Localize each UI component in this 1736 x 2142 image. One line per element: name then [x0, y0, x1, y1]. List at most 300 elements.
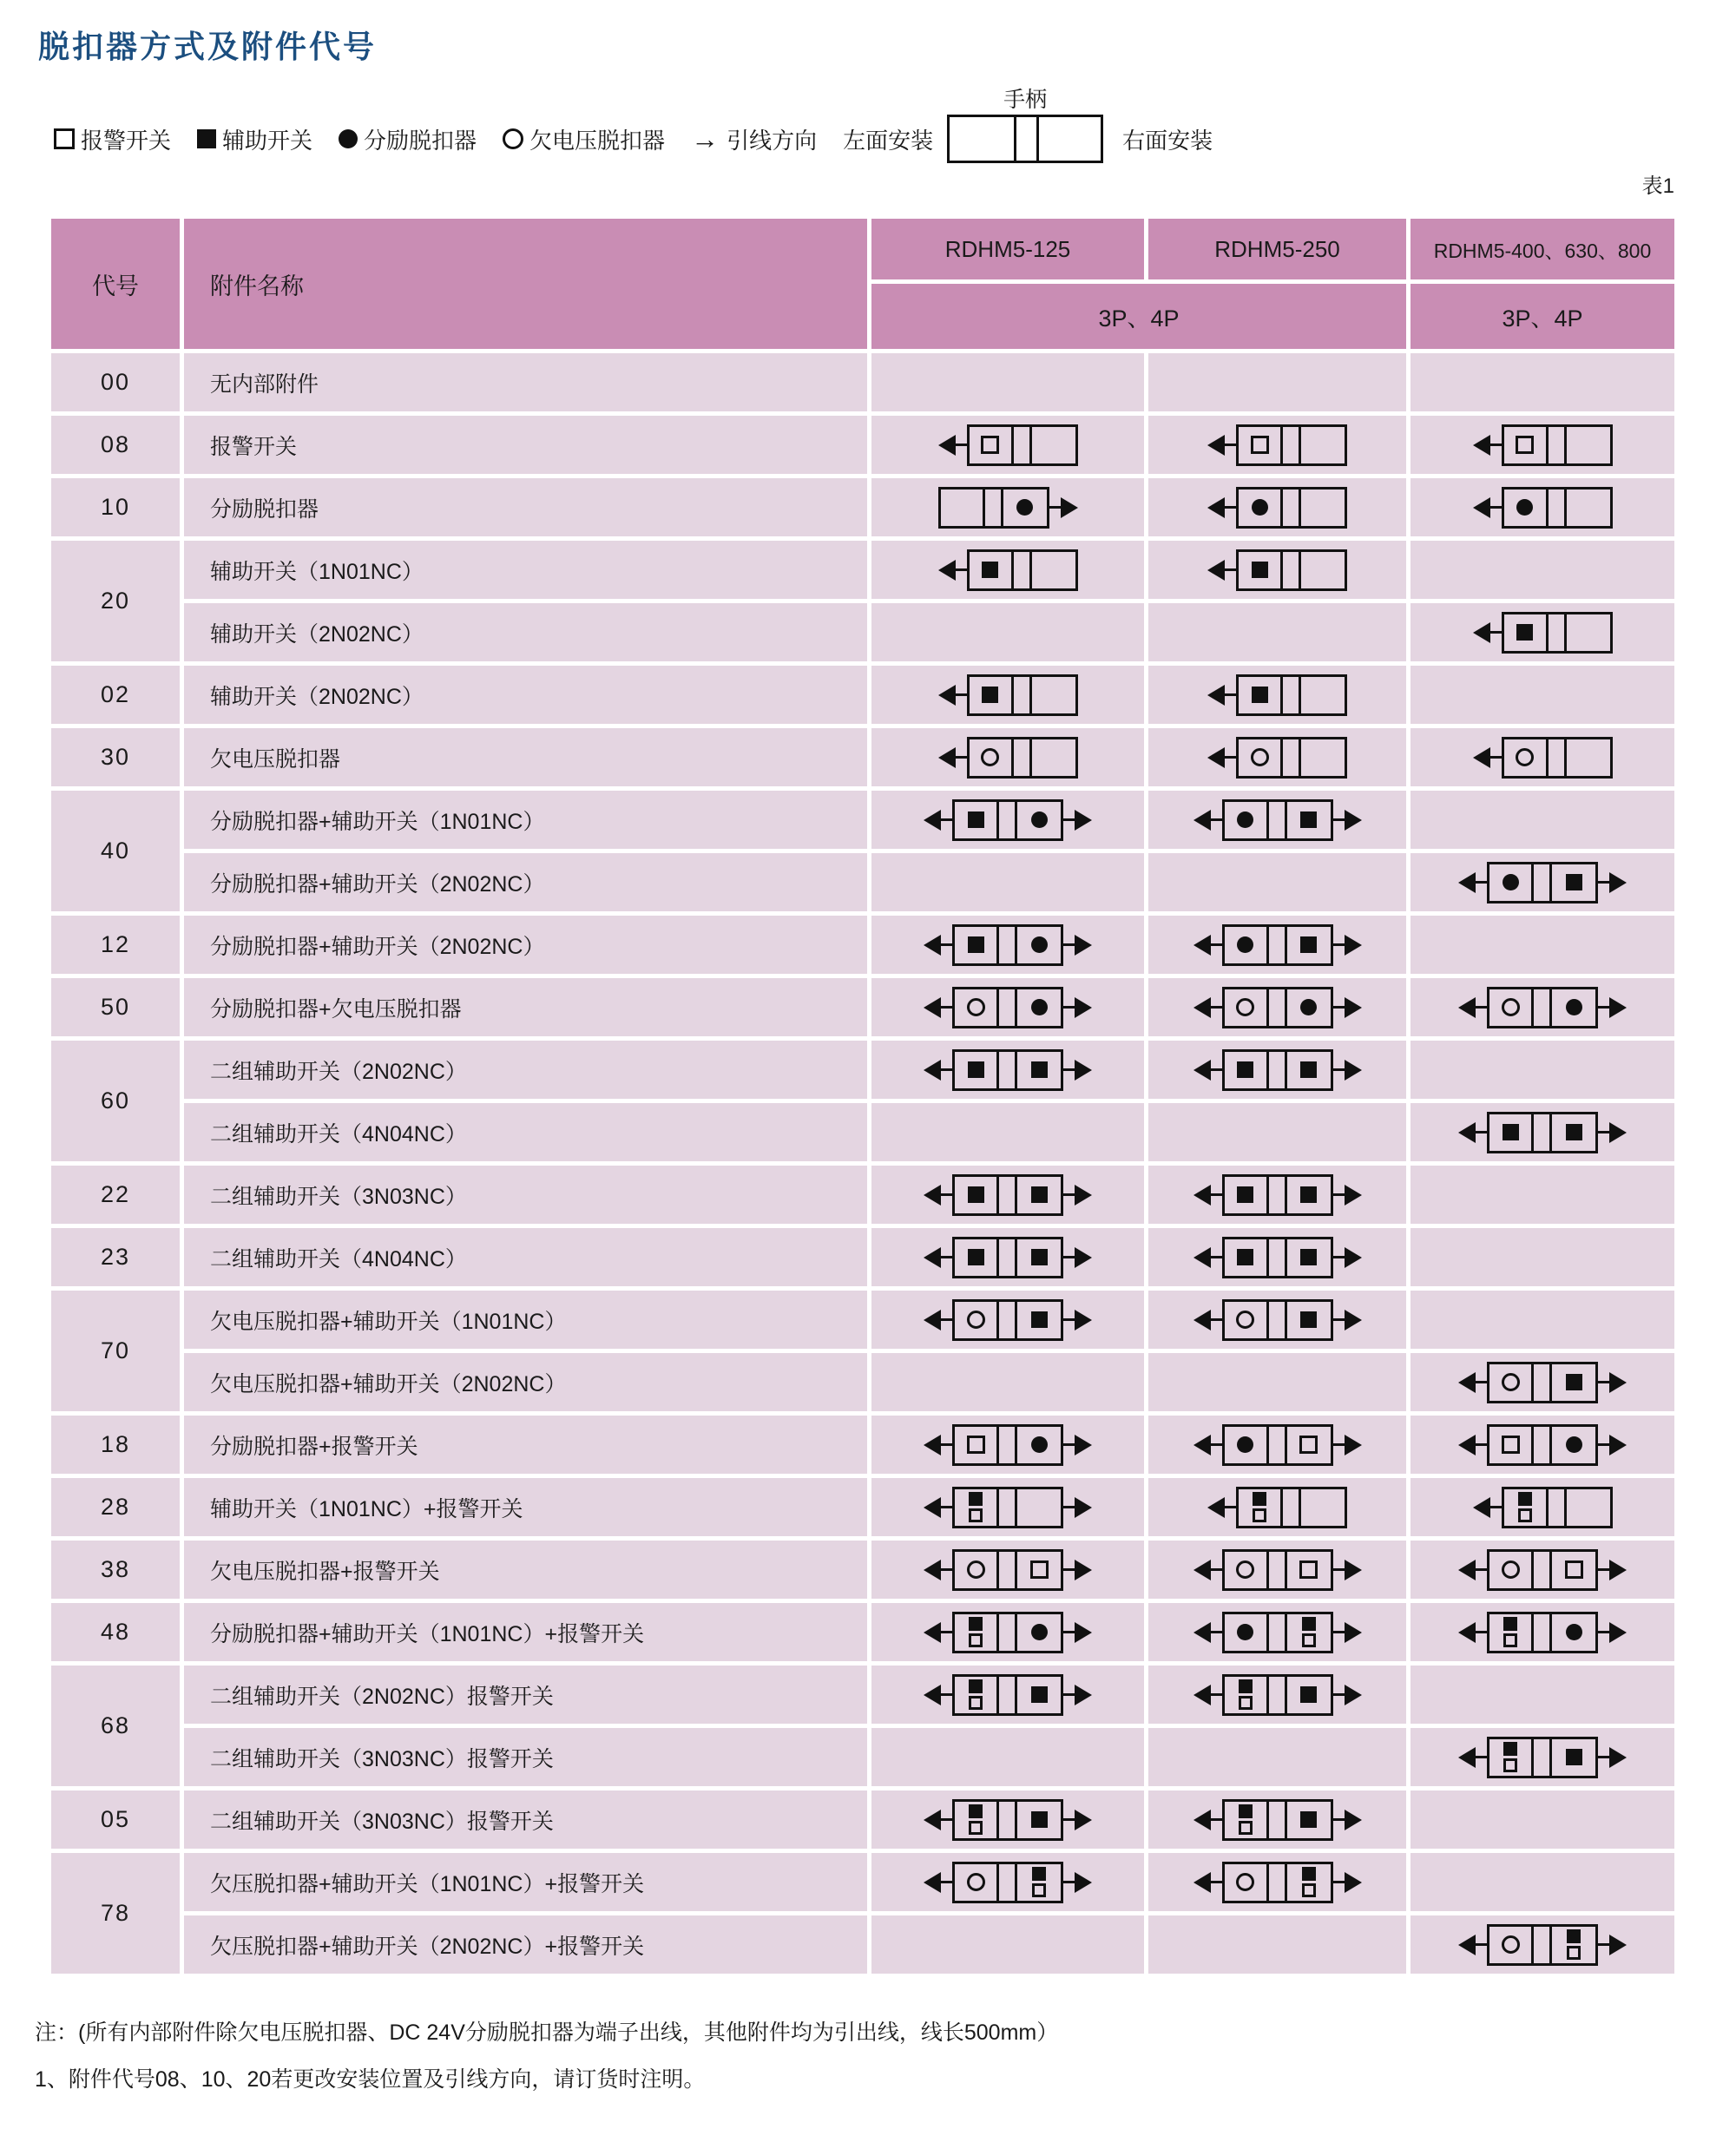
right-slot: [1015, 1614, 1061, 1651]
lead-arrow-left-icon: [1194, 1435, 1222, 1455]
header-code: 代号: [51, 219, 180, 349]
accessory-name-cell: 辅助开关（2N02NC）: [184, 666, 867, 724]
table-row: [184, 728, 1674, 786]
diagram-cell: [1410, 541, 1674, 599]
aux-switch-symbol: [968, 811, 984, 828]
diagram-cell: [1148, 978, 1406, 1036]
switch-box: [1222, 1237, 1333, 1278]
lead-arrow-left-icon: [1194, 1810, 1222, 1830]
legend-item: [339, 123, 477, 155]
left-slot: [1225, 1864, 1266, 1901]
right-slot: [1564, 739, 1610, 776]
diagram-cell: [871, 1478, 1144, 1536]
lead-arrow-right-icon: [1063, 1810, 1092, 1830]
shunt-release-symbol: [1300, 999, 1317, 1015]
handle-slot: [996, 802, 1015, 838]
alarm-switch-symbol: [1251, 436, 1269, 454]
undervoltage-release-symbol: [1251, 748, 1269, 766]
diagram-cell: [1410, 1603, 1674, 1661]
table-number-label: 表1: [1641, 174, 1674, 198]
lead-arrow-right-icon: [1063, 1247, 1092, 1268]
lead-arrow-left-icon: [924, 1185, 952, 1206]
diagram-cell: [871, 416, 1144, 474]
left-slot: [1489, 1114, 1531, 1151]
right-slot: [1299, 427, 1345, 463]
aux-switch-symbol: [1566, 1749, 1582, 1765]
accessory-name-cell: 二组辅助开关（4N04NC）: [184, 1228, 867, 1286]
diagram-cell: [871, 1790, 1144, 1849]
accessory-name-cell: 二组辅助开关（2N02NC）报警开关: [184, 1666, 867, 1724]
handle-slot: [996, 1864, 1015, 1901]
alarm-switch-symbol: [1239, 1821, 1253, 1835]
lead-arrow-left-icon: [1473, 435, 1502, 456]
aux-alarm-stack-symbol: [1503, 1742, 1517, 1772]
diagram-cell: [871, 1416, 1144, 1474]
diagram-cell: [1410, 1353, 1674, 1411]
alarm-switch-symbol: [1503, 1633, 1517, 1647]
diagram-cell: [1148, 1915, 1406, 1974]
accessory-name-cell: 辅助开关（1N01NC）+报警开关: [184, 1478, 867, 1536]
lead-arrow-right-icon: [1049, 497, 1078, 518]
legend: [54, 88, 1213, 167]
shunt-release-symbol: [1237, 1436, 1253, 1453]
accessory-diagram: [1194, 1674, 1362, 1716]
left-slot: [1225, 989, 1266, 1026]
aux-switch-symbol: [1252, 687, 1268, 703]
accessory-name-cell: 分励脱扣器+欠电压脱扣器: [184, 978, 867, 1036]
alarm-switch-symbol: [1502, 1436, 1520, 1454]
shunt-release-symbol: [1031, 811, 1048, 828]
switch-box: [1222, 799, 1333, 841]
aux-alarm-stack-symbol: [1567, 1929, 1581, 1960]
table-row: [184, 1603, 1674, 1661]
alarm-switch-symbol: [1299, 1436, 1318, 1454]
lead-arrow-left-icon: [924, 1497, 952, 1518]
right-slot: [1285, 802, 1331, 838]
lead-arrow-left-icon: [924, 1247, 952, 1268]
accessory-diagram: [1194, 799, 1362, 841]
lead-arrow-left-icon: [1207, 747, 1236, 768]
handle-slot: [996, 1177, 1015, 1213]
diagram-cell: [871, 1291, 1144, 1349]
left-slot: [1239, 1489, 1280, 1526]
accessory-name-cell: 欠电压脱扣器+辅助开关（1N01NC）: [184, 1291, 867, 1349]
left-slot: [1225, 927, 1266, 963]
right-slot: [1299, 677, 1345, 713]
lead-arrow-right-icon: [1063, 935, 1092, 956]
table-row: [184, 1416, 1674, 1474]
note-line-2: 1、附件代号08、10、20若更改安装位置及引线方向，请订货时注明。: [35, 2066, 706, 2092]
switch-box: [1222, 1174, 1333, 1216]
legend-item: [197, 123, 312, 155]
left-slot: [955, 1177, 996, 1213]
aux-alarm-stack-symbol: [1032, 1867, 1046, 1897]
table-row: [184, 1228, 1674, 1286]
undervoltage-release-symbol: [1502, 1935, 1520, 1954]
right-slot: [1015, 1489, 1061, 1526]
lead-arrow-left-icon: [924, 997, 952, 1018]
handle-slot: [1546, 1489, 1564, 1526]
aux-switch-symbol: [1237, 1249, 1253, 1265]
right-slot: [1549, 1552, 1595, 1588]
lead-arrow-right-icon: [1333, 1622, 1362, 1643]
left-slot: [955, 1864, 996, 1901]
aux-legend-symwrap: [197, 129, 216, 148]
accessory-diagram: [1194, 1799, 1362, 1841]
aux-alarm-stack-symbol: [1503, 1617, 1517, 1647]
aux-switch-symbol: [1031, 1186, 1048, 1203]
aux-switch-symbol: [1300, 936, 1317, 953]
code-cell: 28: [51, 1478, 180, 1536]
right-slot: [1299, 552, 1345, 588]
aux-alarm-stack-symbol: [969, 1679, 983, 1710]
alarm-switch-symbol: [1565, 1561, 1583, 1579]
aux-switch-symbol: [1503, 1742, 1517, 1756]
handle-slot: [996, 1052, 1015, 1088]
aux-switch-symbol: [1516, 624, 1533, 641]
alarm-switch-symbol: [54, 128, 75, 149]
accessory-name-cell: 无内部附件: [184, 353, 867, 411]
lead-arrow-left-icon: [1473, 622, 1502, 643]
switch-box: [1222, 1549, 1333, 1591]
lead-arrow-right-icon: [1063, 1060, 1092, 1081]
note-line-1: 注：(所有内部附件除欠电压脱扣器、DC 24V分励脱扣器为端子出线，其他附件均为引出线，线长500mm）: [35, 2020, 1059, 2045]
handle-slot: [1280, 552, 1299, 588]
lead-arrow-right-icon: [1598, 1372, 1627, 1393]
alarm-switch-symbol: [969, 1508, 983, 1522]
diagram-cell: [1148, 1041, 1406, 1099]
code-cell: 23: [51, 1228, 180, 1286]
left-slot: [955, 1489, 996, 1526]
aux-switch-symbol: [1566, 874, 1582, 890]
code-group-rows: [184, 1416, 1674, 1474]
code-group: [51, 1166, 1674, 1224]
table-header: [51, 219, 1674, 349]
handle-slot: [1266, 989, 1285, 1026]
switch-box: [952, 1237, 1063, 1278]
switch-box: [1236, 487, 1347, 529]
diagram-cell: [1148, 1790, 1406, 1849]
code-cell: 30: [51, 728, 180, 786]
aux-switch-symbol: [1566, 1374, 1582, 1390]
lead-arrow-left-icon: [938, 747, 967, 768]
aux-switch-symbol: [1302, 1617, 1316, 1631]
lead-arrow-left-icon: [924, 1435, 952, 1455]
aux-alarm-stack-symbol: [1253, 1492, 1266, 1522]
diagram-cell: [1410, 1228, 1674, 1286]
aux-switch-symbol: [1253, 1492, 1266, 1506]
code-group-rows: [184, 728, 1674, 786]
lead-arrow-right-icon: [1598, 872, 1627, 893]
handle-slot: [1546, 427, 1564, 463]
handle-slot: [996, 1489, 1015, 1526]
aux-switch-symbol: [968, 1186, 984, 1203]
aux-switch-symbol: [1302, 1867, 1316, 1881]
accessory-diagram: [924, 987, 1092, 1028]
left-slot: [1489, 1927, 1531, 1963]
left-slot: [1239, 739, 1280, 776]
diagram-cell: [1148, 353, 1406, 411]
lead-arrow-left-icon: [924, 1872, 952, 1893]
accessory-name-cell: 分励脱扣器+辅助开关（1N01NC）: [184, 791, 867, 849]
shunt-release-symbol: [1031, 999, 1048, 1015]
switch-box: [1222, 1049, 1333, 1091]
right-slot: [1564, 1489, 1610, 1526]
accessory-name-cell: 二组辅助开关（3N03NC）: [184, 1166, 867, 1224]
aux-switch-symbol: [1503, 1124, 1519, 1140]
switch-box: [1487, 1737, 1598, 1778]
code-cell: 22: [51, 1166, 180, 1224]
lead-arrow-left-icon: [1194, 1872, 1222, 1893]
accessory-diagram: [924, 1862, 1092, 1903]
table-row: [184, 1915, 1674, 1974]
accessory-diagram: [1458, 1737, 1627, 1778]
lead-arrow-left-icon: [1458, 997, 1487, 1018]
accessory-diagram: [1473, 612, 1613, 654]
left-slot: [1239, 427, 1280, 463]
lead-arrow-left-icon: [1458, 1935, 1487, 1955]
undervoltage-release-symbol: [1502, 998, 1520, 1016]
table-row: [184, 1166, 1674, 1224]
left-slot: [1239, 552, 1280, 588]
handle-slot: [1266, 1052, 1285, 1088]
code-group-rows: [184, 1166, 1674, 1224]
diagram-cell: [1410, 666, 1674, 724]
lead-arrow-right-icon: [1063, 810, 1092, 831]
header-models-block: [871, 219, 1674, 349]
switch-box: [1222, 1299, 1333, 1341]
left-mount-label: 左面安装: [843, 127, 934, 154]
aux-alarm-stack-symbol: [969, 1492, 983, 1522]
diagram-cell: [1148, 1166, 1406, 1224]
code-cell: 50: [51, 978, 180, 1036]
diagram-cell: [1148, 1541, 1406, 1599]
lead-arrow-left-icon: [1194, 810, 1222, 831]
code-group-rows: [184, 1478, 1674, 1536]
aux-switch-symbol: [1300, 1061, 1317, 1078]
arrow-legend-symwrap: [691, 125, 720, 153]
left-slot: [955, 1302, 996, 1338]
right-slot: [1015, 1239, 1061, 1276]
diagram-cell: [1148, 1728, 1406, 1786]
aux-switch-symbol: [1300, 1186, 1317, 1203]
accessory-diagram: [1473, 737, 1613, 779]
left-slot: [1489, 1552, 1531, 1588]
undervoltage-release-symbol: [967, 1873, 985, 1891]
switch-box: [1502, 737, 1613, 779]
right-slot: [1549, 1927, 1595, 1963]
lead-arrow-right-icon: [1333, 1685, 1362, 1705]
lead-arrow-right-icon: [1598, 997, 1627, 1018]
alarm-switch-symbol: [981, 436, 999, 454]
aux-alarm-stack-symbol: [1239, 1679, 1253, 1710]
right-slot: [1285, 1864, 1331, 1901]
right-slot: [1015, 1427, 1061, 1463]
right-slot: [1015, 1677, 1061, 1713]
accessory-name-cell: 二组辅助开关（3N03NC）报警开关: [184, 1728, 867, 1786]
diagram-cell: [1148, 1228, 1406, 1286]
diagram-cell: [1410, 1103, 1674, 1161]
accessory-name-cell: 欠电压脱扣器+辅助开关（2N02NC）: [184, 1353, 867, 1411]
handle-slot: [1266, 1177, 1285, 1213]
undervoltage-release-symbol: [967, 1311, 985, 1329]
shunt-release-symbol: [1031, 1624, 1048, 1640]
code-group: [51, 541, 1674, 661]
diagram-cell: [1148, 1103, 1406, 1161]
lead-arrow-right-icon: [1063, 1685, 1092, 1705]
diagram-cell: [871, 1915, 1144, 1974]
undervoltage-release-symbol: [1502, 1373, 1520, 1391]
accessory-diagram: [1207, 487, 1347, 529]
left-slot: [1489, 1614, 1531, 1651]
lead-arrow-right-icon: [1063, 1560, 1092, 1580]
aux-switch-symbol: [969, 1617, 983, 1631]
diagram-cell: [871, 478, 1144, 536]
diagram-cell: [871, 1228, 1144, 1286]
lead-arrow-right-icon: [1333, 1872, 1362, 1893]
aux-switch-symbol: [1567, 1929, 1581, 1943]
accessory-diagram: [924, 1487, 1092, 1528]
diagram-cell: [1148, 1853, 1406, 1911]
left-slot: [955, 1802, 996, 1838]
aux-switch-symbol: [1031, 1311, 1048, 1328]
switch-box: [1222, 987, 1333, 1028]
aux-switch-symbol: [968, 936, 984, 953]
switch-box: [1222, 1799, 1333, 1841]
accessory-diagram: [1458, 1924, 1627, 1966]
lead-arrow-right-icon: [1333, 810, 1362, 831]
undervoltage-release-symbol: [1236, 1561, 1254, 1579]
accessory-diagram: [924, 1174, 1092, 1216]
alarm-switch-symbol: [1516, 436, 1534, 454]
accessory-name-cell: 欠电压脱扣器+报警开关: [184, 1541, 867, 1599]
left-slot: [1504, 427, 1546, 463]
alarm-switch-symbol: [1302, 1883, 1316, 1897]
diagram-cell: [871, 1541, 1144, 1599]
lead-arrow-right-icon: [1063, 1435, 1092, 1455]
aux-alarm-stack-symbol: [1302, 1867, 1316, 1897]
handle-slot: [996, 1614, 1015, 1651]
handle-slot: [996, 1552, 1015, 1588]
code-group-rows: [184, 353, 1674, 411]
table-row: [184, 791, 1674, 849]
accessory-diagram: [1458, 862, 1627, 903]
handle-slot: [1280, 1489, 1299, 1526]
code-group: [51, 666, 1674, 724]
lead-arrow-right-icon: [1333, 935, 1362, 956]
alarm-switch-symbol: [1030, 1561, 1049, 1579]
lead-arrow-left-icon: [1194, 997, 1222, 1018]
right-slot: [1285, 1302, 1331, 1338]
accessory-diagram: [1207, 1487, 1347, 1528]
lead-arrow-right-icon: [1063, 1310, 1092, 1331]
switch-box: [1236, 1487, 1347, 1528]
lead-arrow-right-icon: [1063, 1622, 1092, 1643]
lead-arrow-right-icon: [1333, 1310, 1362, 1331]
aux-switch-symbol: [982, 562, 998, 578]
left-slot: [970, 739, 1011, 776]
accessory-name-cell: 分励脱扣器: [184, 478, 867, 536]
left-slot: [955, 989, 996, 1026]
shunt-release-symbol: [1566, 1436, 1582, 1453]
switch-box: [1222, 1862, 1333, 1903]
code-cell: 78: [51, 1853, 180, 1974]
switch-box: [1487, 987, 1598, 1028]
legend-item-label: 报警开关: [81, 127, 172, 154]
right-slot: [1029, 677, 1075, 713]
aux-switch-symbol: [1031, 1686, 1048, 1703]
right-slot: [1549, 989, 1595, 1026]
code-group: [51, 1478, 1674, 1536]
diagram-cell: [871, 353, 1144, 411]
left-slot: [955, 1677, 996, 1713]
accessory-diagram: [1194, 1612, 1362, 1653]
handle-slot: [1280, 490, 1299, 526]
handle-slot: [1266, 1302, 1285, 1338]
lead-arrow-right-icon: [1333, 1185, 1362, 1206]
aux-switch-symbol: [1300, 1249, 1317, 1265]
shunt-release-symbol: [1016, 499, 1033, 516]
left-slot: [955, 802, 996, 838]
right-slot: [1015, 927, 1061, 963]
aux-switch-symbol: [1239, 1804, 1253, 1818]
table-row: [184, 1478, 1674, 1536]
accessory-diagram: [924, 1674, 1092, 1716]
undervoltage-release-symbol: [1236, 1311, 1254, 1329]
diagram-cell: [1410, 1541, 1674, 1599]
legend-item: [503, 123, 665, 155]
diagram-cell: [1148, 416, 1406, 474]
code-cell: 00: [51, 353, 180, 411]
accessory-diagram: [1194, 1049, 1362, 1091]
lead-arrow-left-icon: [924, 1810, 952, 1830]
switch-box: [1487, 1112, 1598, 1153]
diagram-cell: [871, 1103, 1144, 1161]
accessory-diagram: [938, 737, 1078, 779]
left-slot: [941, 490, 983, 526]
diagram-cell: [871, 1666, 1144, 1724]
diagram-cell: [1410, 1291, 1674, 1349]
alarm-switch-symbol: [969, 1696, 983, 1710]
lead-arrow-left-icon: [1458, 1747, 1487, 1768]
undervoltage-release-symbol: [503, 128, 523, 149]
header-model-rdhm5-250: RDHM5-250: [1148, 219, 1406, 279]
table-row: [184, 666, 1674, 724]
switch-box: [967, 737, 1078, 779]
diagram-cell: [1148, 666, 1406, 724]
diagram-cell: [1148, 1603, 1406, 1661]
code-group: [51, 353, 1674, 411]
code-cell: 12: [51, 916, 180, 974]
handle-slot: [1531, 1614, 1549, 1651]
table-row: [184, 541, 1674, 599]
switch-box: [1236, 549, 1347, 591]
diagram-cell: [871, 1603, 1144, 1661]
code-group-rows: [184, 541, 1674, 661]
right-slot: [1285, 1177, 1331, 1213]
accessory-name-cell: 分励脱扣器+辅助开关（1N01NC）+报警开关: [184, 1603, 867, 1661]
accessory-diagram: [938, 487, 1078, 529]
accessory-name-cell: 辅助开关（2N02NC）: [184, 603, 867, 661]
diagram-cell: [1148, 728, 1406, 786]
diagram-cell: [1410, 791, 1674, 849]
code-group-rows: [184, 1853, 1674, 1974]
diagram-cell: [1410, 728, 1674, 786]
diagram-cell: [1410, 1853, 1674, 1911]
accessory-diagram: [1194, 987, 1362, 1028]
handle-slot: [1266, 1552, 1285, 1588]
right-slot: [1549, 1427, 1595, 1463]
